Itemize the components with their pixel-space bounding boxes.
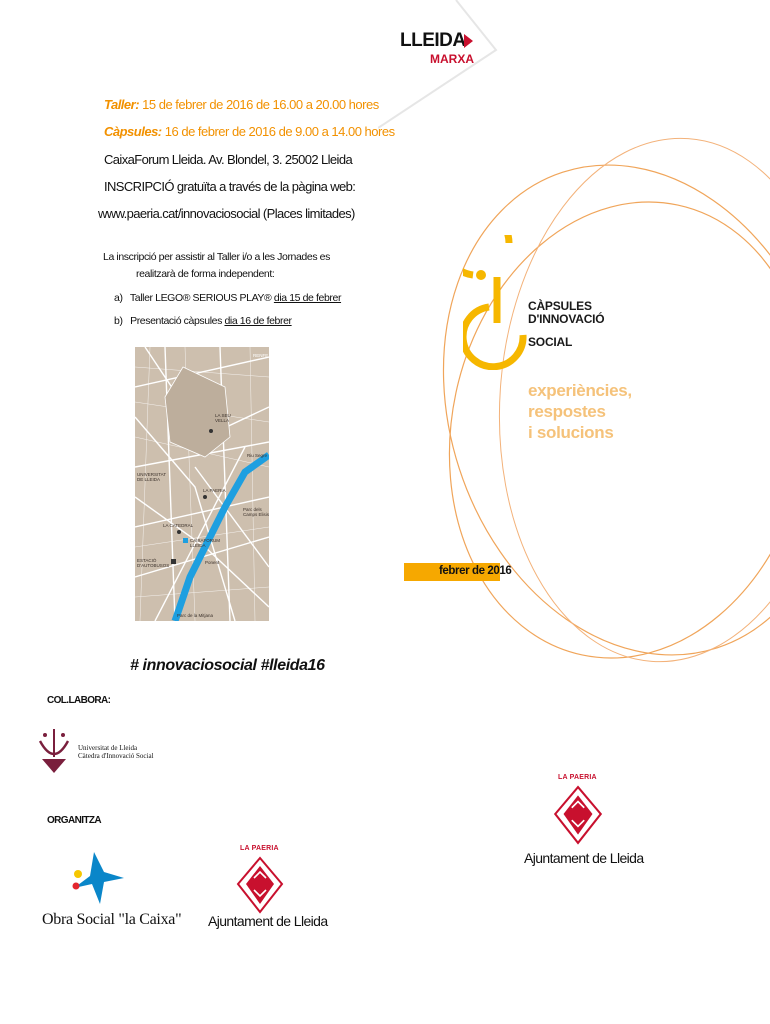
map-label-caixaforum: CAIXAFORUM LLEIDA [190,538,221,548]
ajuntament-text-small: Ajuntament de Lleida [208,913,328,929]
item-a-marker: a) [114,292,123,304]
note-line1: La inscripció per assistir al Taller i/o a les Jornades es [103,251,330,263]
cover-title [528,300,604,349]
map-label-universitat: UNIVERSITAT DE LLEIDA [137,472,167,482]
collabora-label: COL.LABORA: [47,695,111,706]
caixa-text: Obra Social "la Caixa" [42,911,182,928]
item-b-text: Presentació càpsules [130,315,222,327]
date-bar [404,563,512,581]
capsules-text: 16 de febrer de 2016 de 9.00 a 14.00 hores [164,124,395,139]
capsules-line [104,124,395,139]
map-label-estacio: ESTACIÓ D'AUTOBUSOS [137,558,170,568]
tagline-line1: experiències, [528,381,632,400]
tagline-line3: i solucions [528,423,614,442]
venue: CaixaForum Lleida. Av. Blondel, 3. 25002 Lleida [104,152,353,167]
cover-tagline [528,380,632,443]
cover-title-line2: D'INNOVACIÓ [528,312,605,326]
taller-label: Taller: [104,97,140,112]
map-label-mitjana: Parc de la Mitjana [177,613,214,618]
hashtag: # innovaciosocial #lleida16 [130,657,325,674]
map-label-camps-elisis: Parc dels Camps Elisis [243,507,269,517]
university-line1: Universitat de Lleida [78,744,138,752]
university-logo-icon [36,727,72,775]
cover-title-line3: SOCIAL [528,335,573,349]
brand-line2: MARXA [430,52,474,66]
university-text [78,744,154,760]
map-streets [135,347,269,621]
web-link[interactable]: www.paeria.cat/innovaciosocial (Places limitades) [98,206,355,221]
paeria-caption-small: LA PAERIA [240,845,279,852]
map-label-seu-vella: LA SEU VELLA [215,413,231,423]
cover-title-line1: CÀPSULES [528,299,592,313]
taller-text: 15 de febrer de 2016 de 16.00 a 20.00 hores [142,97,379,112]
item-b-marker: b) [114,315,123,327]
paeria-caption-large: LA PAERIA [558,774,597,781]
map-label-paeria: LA PAERIA [203,488,226,493]
map-label-ponent: Ponent [205,560,220,565]
paeria-shield-icon [236,856,284,914]
note-line2: realitzarà de forma independent: [136,268,275,280]
brand-corner-shape [378,0,498,130]
cover-date: febrer de 2016 [439,565,512,577]
list-item-b [114,315,292,327]
inscription-text: INSCRIPCIÓ gratuïta a través de la pàgina web: [104,179,356,194]
ajuntament-text-large: Ajuntament de Lleida [524,850,644,866]
university-line2: Càtedra d'Innovació Social [78,752,154,760]
map-label-renfe: RENFE [253,353,269,358]
tagline-line2: respostes [528,402,606,421]
location-map [135,347,269,621]
item-a-link: dia 15 de febrer [273,292,342,304]
caixa-star-logo-icon [64,852,124,904]
map-label-riu-segre: Riu Segre [247,453,268,458]
organitza-label: ORGANITZA [47,815,102,826]
capsules-emblem-icon [463,235,535,370]
map-label-catedral: LA CATEDRAL [163,523,194,528]
capsules-label: Càpsules: [104,124,162,139]
brand-line1: LLEIDA [400,30,466,51]
list-item-a [114,292,341,304]
paeria-shield-large-icon [553,785,603,845]
item-b-link: dia 16 de febrer [224,315,292,327]
taller-line [104,97,379,112]
item-a-text: Taller LEGO® SERIOUS PLAY® [129,292,272,304]
